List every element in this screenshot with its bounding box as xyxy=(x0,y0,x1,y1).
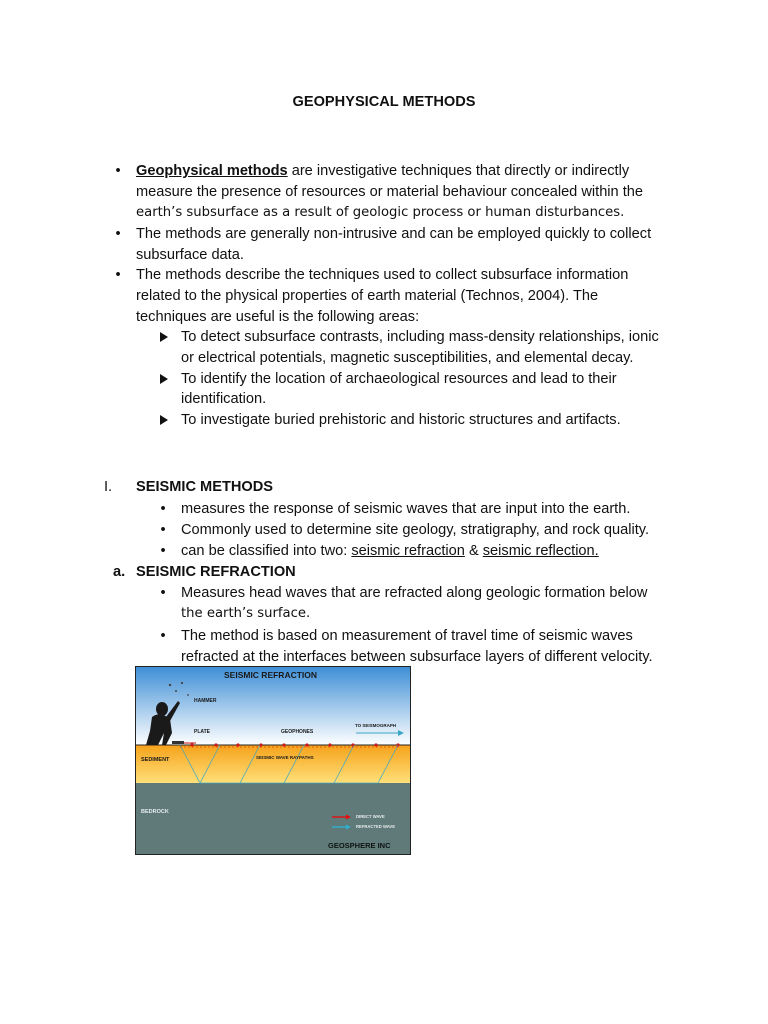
bullet-line: The method is based on measurement of travel time of seismic waves xyxy=(181,628,633,644)
bullet-dot: • xyxy=(115,267,121,283)
plate xyxy=(172,741,184,744)
subsection-heading: SEISMIC REFRACTION xyxy=(136,564,296,580)
arrow-item-line: or electrical potentials, magnetic susceptibilities, and elemental decay. xyxy=(181,350,634,366)
arrow-item-line: To identify the location of archaeological resources and lead to their xyxy=(181,371,617,387)
bullet-dot: • xyxy=(115,226,121,242)
bullet-line: subsurface data. xyxy=(136,247,244,263)
refracted-wave-label: REFRACTED WAVE xyxy=(356,824,396,829)
figure-credit: GEOSPHERE INC xyxy=(328,841,391,850)
arrow-bullet-icon xyxy=(160,332,168,342)
bullet-dot: • xyxy=(160,522,166,538)
geophysical-methods-term: Geophysical methods xyxy=(136,163,288,179)
figure-title: SEISMIC REFRACTION xyxy=(224,670,318,680)
arrow-item-line: To detect subsurface contrasts, including mass-density relationships, ionic xyxy=(181,329,659,345)
sediment-layer xyxy=(136,745,410,783)
bullet-line: Commonly used to determine site geology, stratigraphy, and rock quality. xyxy=(181,522,650,538)
raypaths-label: SEISMIC WAVE RAYPATHS xyxy=(256,755,314,760)
bullet-line: The methods describe the techniques used to collect subsurface information xyxy=(136,267,629,283)
section-heading: SEISMIC METHODS xyxy=(136,479,274,495)
arrow-bullet-icon xyxy=(160,415,168,425)
section-numeral: I. xyxy=(104,479,113,495)
hammer-label: HAMMER xyxy=(194,698,217,704)
subsection-letter: a. xyxy=(113,564,126,580)
bullet-dot: • xyxy=(160,628,166,644)
bullet-line: refracted at the interfaces between subsurface layers of different velocity. xyxy=(181,649,653,665)
bullet-line: techniques are useful is the following areas: xyxy=(136,309,420,325)
bullet-line: The methods are generally non-intrusive and can be employed quickly to collect xyxy=(136,226,652,242)
arrow-item-line: identification. xyxy=(181,391,267,407)
sediment-label: SEDIMENT xyxy=(141,757,170,763)
bullet-line: measure the presence of resources or material behaviour concealed within the xyxy=(136,184,644,200)
bullet-dot: • xyxy=(160,585,166,601)
arrow-item-line: To investigate buried prehistoric and historic structures and artifacts. xyxy=(181,412,621,428)
seismic-reflection-link[interactable]: seismic reflection. xyxy=(482,543,599,559)
seismic-refraction-figure xyxy=(135,666,411,855)
bedrock-label: BEDROCK xyxy=(141,809,169,815)
direct-wave-label: DIRECT WAVE xyxy=(356,814,385,819)
arrow-bullet-icon xyxy=(160,374,168,384)
seismic-refraction-link[interactable]: seismic refraction xyxy=(351,543,465,559)
page-title: GEOPHYSICAL METHODS xyxy=(292,94,476,110)
geophones-label: GEOPHONES xyxy=(281,729,314,735)
bullet-line: earth’s subsurface as a result of geologic process or human disturbances. xyxy=(136,205,625,220)
bullet-line: related to the physical properties of earth material (Technos, 2004). The xyxy=(136,288,599,304)
plate-label: PLATE xyxy=(194,729,211,735)
bullet-dot: • xyxy=(115,163,121,179)
bullet-dot: • xyxy=(160,501,166,517)
bullet-line: can be classified into two: seismic refraction & seismic reflection. xyxy=(181,543,599,559)
bullet-dot: • xyxy=(160,543,166,559)
bullet-line: measures the response of seismic waves that are input into the earth. xyxy=(181,501,631,517)
seismograph-label: TO SEISMOGRAPH xyxy=(355,723,397,728)
bullet-line: Measures head waves that are refracted along geologic formation below xyxy=(181,585,648,601)
bullet-line: Geophysical methods are investigative techniques that directly or indirectly xyxy=(136,163,630,179)
bullet-line: the earth’s surface. xyxy=(181,606,311,621)
